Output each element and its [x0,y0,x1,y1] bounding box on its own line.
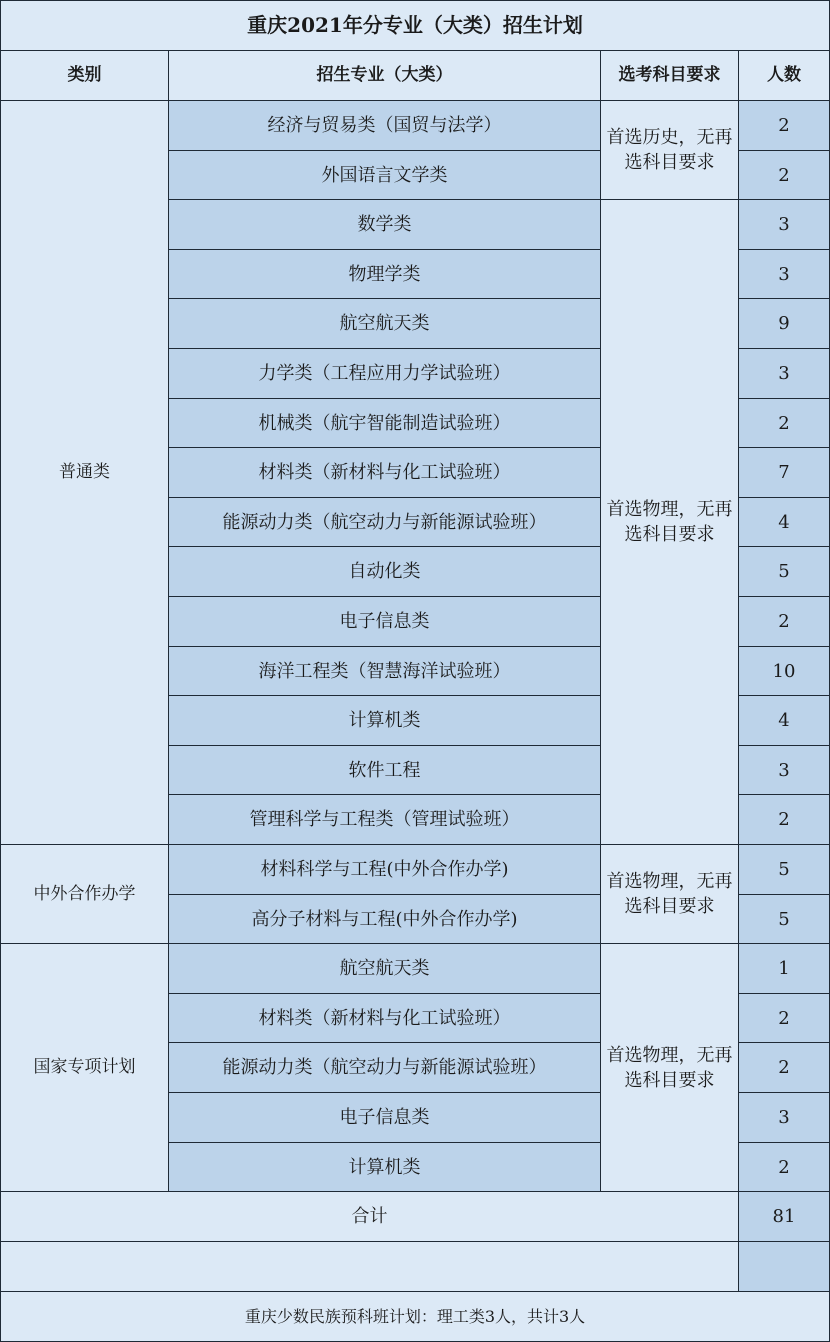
count-cell: 2 [738,1042,830,1093]
major-cell: 经济与贸易类（国贸与法学） [168,100,601,151]
count-cell: 3 [738,348,830,399]
category-cell: 国家专项计划 [0,943,169,1192]
count-cell: 9 [738,298,830,349]
count-cell: 7 [738,447,830,498]
major-cell: 管理科学与工程类（管理试验班） [168,794,601,845]
major-cell: 材料类（新材料与化工试验班） [168,993,601,1043]
major-cell: 海洋工程类（智慧海洋试验班） [168,646,601,696]
count-cell: 2 [738,794,830,845]
major-cell: 数学类 [168,199,601,250]
requirement-cell: 首选物理，无再选科目要求 [600,943,739,1192]
total-count: 81 [738,1191,830,1242]
category-cell: 中外合作办学 [0,844,169,944]
blank-row-count [738,1241,830,1292]
header-requirement: 选考科目要求 [600,50,739,101]
count-cell: 2 [738,150,830,200]
table-title: 重庆2021年分专业（大类）招生计划 [0,0,830,51]
major-cell: 能源动力类（航空动力与新能源试验班） [168,497,601,547]
requirement-cell: 首选物理，无再选科目要求 [600,199,739,845]
major-cell: 力学类（工程应用力学试验班） [168,348,601,399]
count-cell: 2 [738,596,830,647]
count-cell: 2 [738,993,830,1043]
count-cell: 2 [738,398,830,448]
count-cell: 1 [738,943,830,994]
category-cell: 普通类 [0,100,169,845]
requirement-cell: 首选物理，无再选科目要求 [600,844,739,944]
count-cell: 10 [738,646,830,696]
count-cell: 3 [738,1092,830,1143]
major-cell: 软件工程 [168,745,601,795]
count-cell: 4 [738,497,830,547]
count-cell: 5 [738,894,830,944]
major-cell: 计算机类 [168,695,601,746]
major-cell: 航空航天类 [168,298,601,349]
major-cell: 电子信息类 [168,596,601,647]
count-cell: 2 [738,1142,830,1192]
count-cell: 4 [738,695,830,746]
count-cell: 5 [738,546,830,597]
blank-row [0,1241,739,1292]
major-cell: 自动化类 [168,546,601,597]
major-cell: 电子信息类 [168,1092,601,1143]
count-cell: 5 [738,844,830,895]
count-cell: 3 [738,249,830,299]
count-cell: 3 [738,745,830,795]
count-cell: 2 [738,100,830,151]
requirement-cell: 首选历史，无再选科目要求 [600,100,739,200]
major-cell: 航空航天类 [168,943,601,994]
major-cell: 机械类（航宇智能制造试验班） [168,398,601,448]
header-category: 类别 [0,50,169,101]
header-major: 招生专业（大类） [168,50,601,101]
major-cell: 高分子材料与工程(中外合作办学) [168,894,601,944]
major-cell: 材料科学与工程(中外合作办学) [168,844,601,895]
major-cell: 外国语言文学类 [168,150,601,200]
count-cell: 3 [738,199,830,250]
major-cell: 计算机类 [168,1142,601,1192]
major-cell: 能源动力类（航空动力与新能源试验班） [168,1042,601,1093]
major-cell: 物理学类 [168,249,601,299]
major-cell: 材料类（新材料与化工试验班） [168,447,601,498]
header-count: 人数 [738,50,830,101]
total-label: 合计 [0,1191,739,1242]
footnote: 重庆少数民族预科班计划：理工类3人，共计3人 [0,1291,830,1342]
